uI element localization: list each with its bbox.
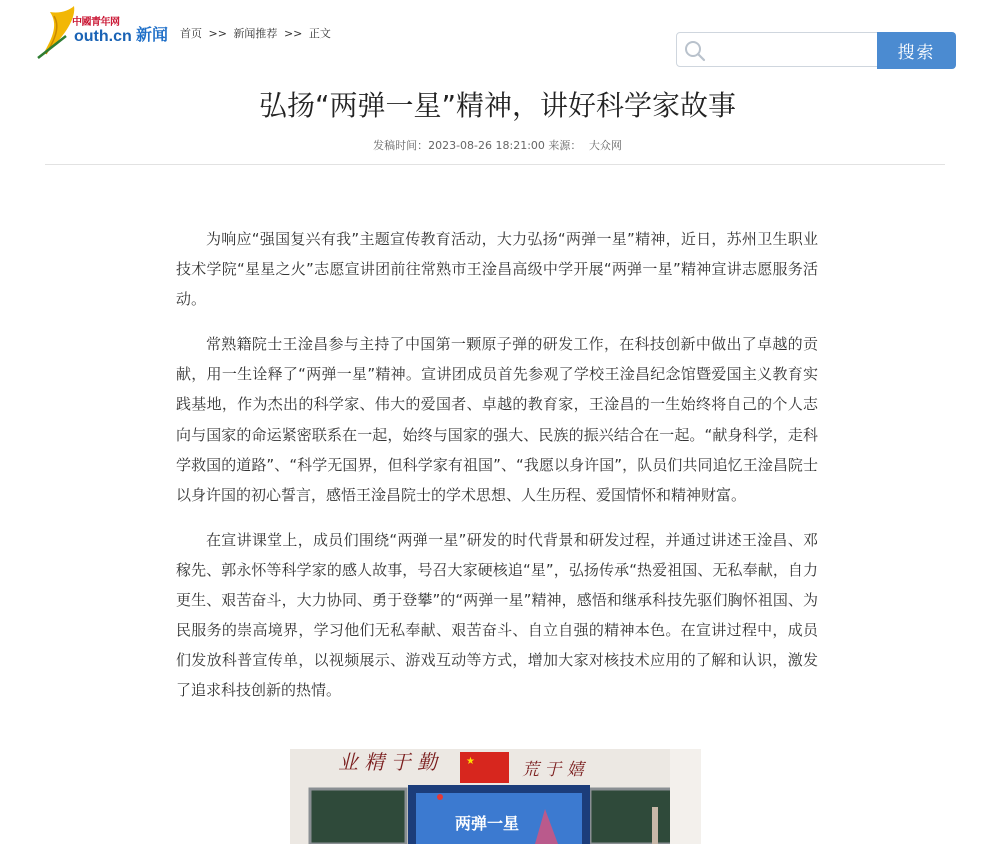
article-title: 弘扬“两弹一星”精神，讲好科学家故事 [258,89,736,122]
article-paragraph: 常熟籍院士王淦昌参与主持了中国第一颗原子弹的研发工作，在科技创新中做出了卓越的贡献，用一生诠释了“两弹一星”精神。宣讲团成员首先参观了学校王淦昌纪念馆暨爱国主义教育实践基地，作为杰出的科学家、伟大的爱国者、卓越的教育家，王淦昌的一生始终将自己的个人志向与国家的命运紧密联系在一起，始终与国家的强大、民族的振兴结合在一起。“献身科学，走科学救国的道路”、“科学无国界，但科学家有祖国”、“我愿以身许国”，队员们共同追忆王淦昌院士以身许国的初心誓言，感悟王淦昌院士的学术思想、人生历程、爱国情怀和精神财富。 [176,335,818,504]
source-label: 来源： [548,139,582,152]
calligraphy-left: 业 精 于 勤 [338,750,438,774]
article-paragraph: 在宣讲课堂上，成员们围绕“两弹一星”研发的时代背景和研发过程，并通过讲述王淦昌、邓稼先、郭永怀等科学家的感人故事，号召大家硬核追“星”，弘扬传承“热爱祖国、无私奉献，自力更生、艰苦奋斗，大力协同、勇于登攀”的“两弹一星”精神，感悟和继承科技先驱们胸怀祖国、为民服务的崇高境界，学习他们无私奉献、艰苦奋斗、自立自强的精神本色。在宣讲过程中，成员们发放科普宣传单，以视频展示、游戏互动等方式，增加大家对核技术应用的了解和认识，激发了追求科技创新的热情。 [176,530,818,700]
logo-text-small: 中國青年网 [72,17,120,28]
breadcrumb-news[interactable]: 新闻推荐 [233,27,278,40]
header-divider [45,164,945,165]
logo-text-site: outh.cn [74,28,132,45]
breadcrumb-home[interactable]: 首页 [180,27,202,40]
breadcrumb [180,25,334,41]
article-paragraph: 为响应“强国复兴有我”主题宣传教育活动，大力弘扬“两弹一星”精神，近日，苏州卫生职业技术学院“星星之火”志愿宣讲团前往常熟市王淦昌高级中学开展“两弹一星”精神宣讲志愿服务活动。 [176,230,818,309]
breadcrumb-separator: >> [208,27,227,40]
search-button[interactable]: 搜索 [877,32,956,69]
search-input[interactable] [711,39,875,63]
screen-title: 两弹一星 [455,814,520,833]
search-icon [684,40,706,62]
article-photo [290,749,701,844]
breadcrumb-separator: >> [283,27,303,40]
article-meta [0,137,995,153]
calligraphy-right: 荒 于 嬉 [522,760,584,780]
flag-star-icon: ★ [466,756,475,767]
publish-time: 发稿时间：2023-08-26 18:21:00 [373,139,545,152]
section-title[interactable]: 新闻 [136,25,169,44]
source-name: 大众网 [588,139,622,152]
search-box [676,32,878,67]
breadcrumb-current: 正文 [308,27,331,40]
classroom-photo [290,749,701,844]
article-body [176,224,818,720]
